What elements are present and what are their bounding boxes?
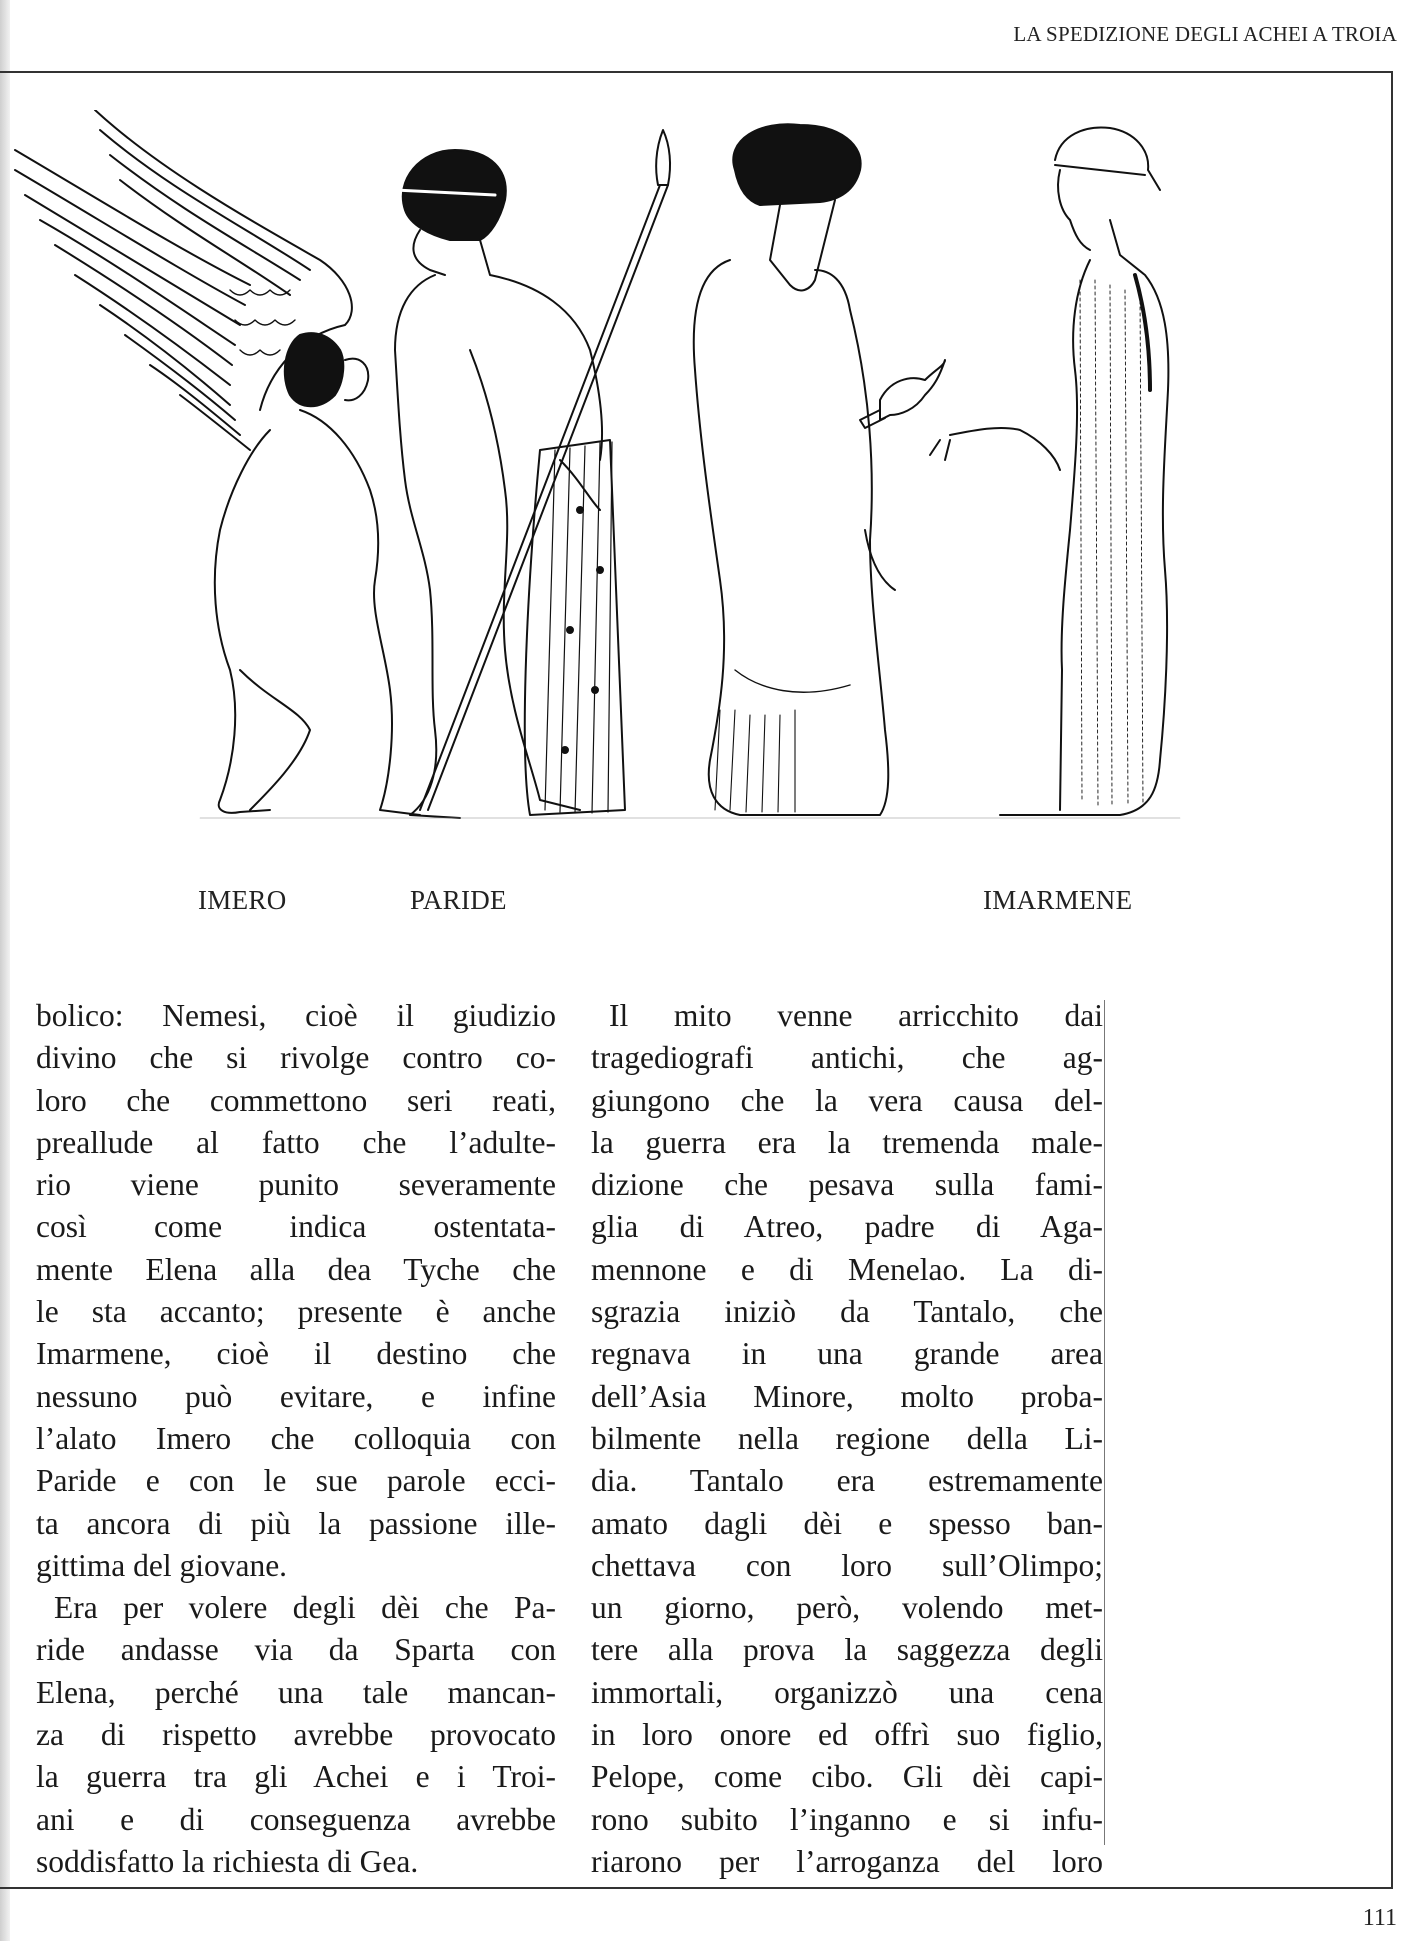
text-line: le sta accanto; presente è anche [36, 1294, 556, 1330]
text-line: Paride e con le sue parole ecci- [36, 1463, 556, 1499]
text-line: bolico: Nemesi, cioè il giudizio [36, 998, 556, 1033]
caption-imarmene: IMARMENE [983, 885, 1133, 915]
text-line: Pelope, come cibo. Gli dèi capi- [591, 1756, 1103, 1798]
imarmene-figure [1000, 127, 1168, 815]
text-line: tere alla prova la saggezza degli [591, 1629, 1103, 1671]
text-line: mennone e di Menelao. La di- [591, 1249, 1103, 1291]
text-line: tragediografi antichi, che ag- [591, 1037, 1103, 1079]
page-number: 111 [1362, 1905, 1397, 1931]
column-divider [1104, 1000, 1105, 1845]
text-line: immortali, organizzò una cena [591, 1672, 1103, 1714]
vase-illustration [0, 110, 1200, 860]
text-line: la guerra era la tremenda male- [591, 1122, 1103, 1164]
text-line: amato dagli dèi e spesso ban- [591, 1503, 1103, 1545]
paride-figure [395, 150, 602, 818]
text-column-right [591, 995, 1103, 1883]
text-line: nessuno può evitare, e infine [36, 1378, 556, 1414]
text-line: riarono per l’arroganza del loro [591, 1841, 1103, 1883]
text-line: ta ancora di più la passione ille- [36, 1505, 556, 1541]
text-line: soddisfatto la richiesta di Gea. [36, 1843, 419, 1879]
caption-paride: PARIDE [410, 885, 507, 915]
running-head: LA SPEDIZIONE DEGLI ACHEI A TROIA [1013, 22, 1397, 46]
text-line: Il mito venne arricchito dai [591, 995, 1103, 1037]
text-line: Elena, perché una tale mancan- [36, 1674, 556, 1710]
text-line: bilmente nella regione della Li- [591, 1418, 1103, 1460]
text-line: Imarmene, cioè il destino che [36, 1336, 556, 1372]
elena-figure [694, 124, 895, 815]
text-line: gittima del giovane. [36, 1547, 288, 1583]
text-line: Era per volere degli dèi che Pa- [54, 1590, 556, 1626]
caption-imero: IMERO [198, 885, 287, 915]
text-line: l’alato Imero che colloquia con [36, 1420, 556, 1456]
text-line: ride andasse via da Sparta con [36, 1632, 556, 1668]
text-line: dizione che pesava sulla fami- [591, 1164, 1103, 1206]
text-line: così come indica ostentata- [36, 1209, 556, 1245]
text-line: ani e di conseguenza avrebbe [36, 1801, 556, 1837]
text-line: loro che commettono seri reati, [36, 1082, 556, 1118]
text-line: regnava in una grande area [591, 1333, 1103, 1375]
imero-figure [215, 333, 420, 815]
text-line: rono subito l’inganno e si infu- [591, 1799, 1103, 1841]
text-line: giungono che la vera causa del- [591, 1080, 1103, 1122]
text-line: un giorno, però, volendo met- [591, 1587, 1103, 1629]
text-line: sgrazia iniziò da Tantalo, che [591, 1291, 1103, 1333]
text-line: preallude al fatto che l’adulte- [36, 1124, 556, 1160]
text-line: la guerra tra gli Achei e i Troi- [36, 1759, 556, 1795]
text-line: glia di Atreo, padre di Aga- [591, 1206, 1103, 1248]
text-line: in loro onore ed offrì suo figlio, [591, 1714, 1103, 1756]
text-line: mente Elena alla dea Tyche che [36, 1251, 556, 1287]
text-line: rio viene punito severamente [36, 1167, 556, 1203]
text-line: chettava con loro sull’Olimpo; [591, 1545, 1103, 1587]
text-line: divino che si rivolge contro co- [36, 1040, 556, 1076]
text-line: dia. Tantalo era estremamente [591, 1460, 1103, 1502]
text-column-left [36, 995, 556, 1883]
text-line: za di rispetto avrebbe provocato [36, 1717, 556, 1753]
bird [860, 360, 1060, 470]
text-line: dell’Asia Minore, molto proba- [591, 1376, 1103, 1418]
